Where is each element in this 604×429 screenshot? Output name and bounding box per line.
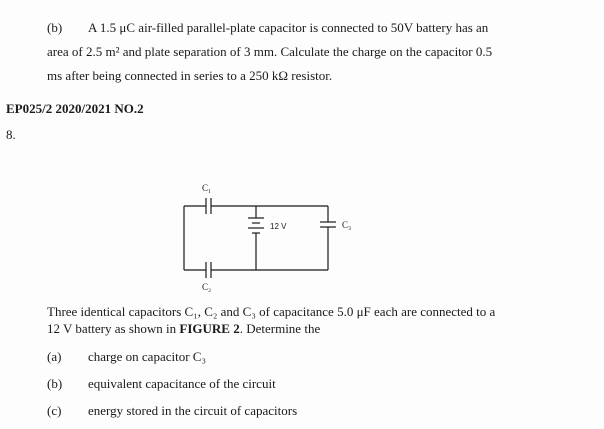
part-a-marker: (a) — [47, 349, 62, 364]
prev-part-b-line1: A 1.5 μC air-filled parallel-plate capacitor is connected to 50V battery has an — [88, 20, 489, 35]
label-c3: C₃ — [342, 220, 352, 230]
part-a-text: charge on capacitor C₃ — [88, 349, 206, 364]
circuit-diagram — [170, 178, 370, 292]
part-c-marker: (c) — [47, 403, 62, 418]
label-c1: C₁ — [202, 183, 212, 193]
label-c2: C₂ — [202, 282, 212, 292]
prev-part-b-marker: (b) — [47, 20, 63, 35]
part-c-text: energy stored in the circuit of capacitors — [88, 403, 298, 418]
prev-part-b-line3: ms after being connected in series to a 250 kΩ resistor. — [47, 68, 333, 83]
part-b-text: equivalent capacitance of the circuit — [88, 376, 276, 391]
question-line2-suffix: . Determine the — [239, 321, 321, 336]
battery-label: 12 V — [270, 222, 287, 231]
question-figure-ref: FIGURE 2 — [179, 321, 240, 336]
question-number: 8. — [6, 127, 16, 142]
prev-part-b-line2: area of 2.5 m² and plate separation of 3 mm. Calculate the charge on the capacitor 0.5 — [47, 44, 493, 59]
question-line2 — [47, 321, 320, 337]
part-b-marker: (b) — [47, 376, 63, 391]
circuit-figure — [170, 178, 370, 292]
question-line2-prefix: 12 V battery as shown in — [47, 321, 180, 336]
question-line1: Three identical capacitors C₁, C₂ and C₃ of capacitance 5.0 μF each are connected to a — [47, 304, 496, 319]
source-header: EP025/2 2020/2021 NO.2 — [6, 101, 144, 116]
